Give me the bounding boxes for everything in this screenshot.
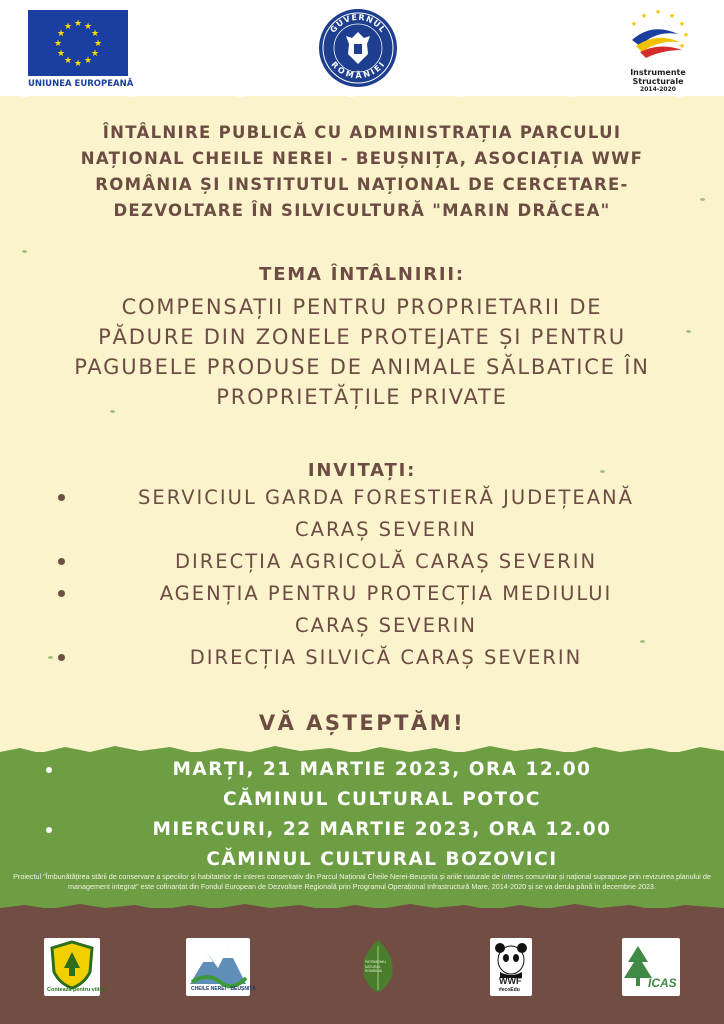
svg-text:★: ★ [90, 29, 100, 39]
svg-text:★: ★ [56, 49, 66, 59]
torn-paper-edge [0, 900, 724, 914]
panda-icon [490, 938, 532, 978]
title-line: ÎNTÂLNIRE PUBLICĂ CU ADMINISTRAȚIA PARCULUI [102, 123, 622, 142]
parc-caption: CHEILE NEREI - BEUȘNIȚA [191, 986, 257, 992]
guest-name-line: SERVICIUL GARDA FORESTIERĂ JUDEȚEANĂ [138, 486, 634, 509]
meeting-title [30, 120, 694, 224]
guest-name-line: CARAȘ SEVERIN [295, 518, 477, 541]
bullet-icon [46, 767, 52, 773]
svg-text:★: ★ [678, 42, 686, 50]
svg-text:★: ★ [678, 20, 686, 28]
list-item [0, 642, 724, 674]
guest-name-line: CARAȘ SEVERIN [295, 614, 477, 637]
topic-line: PĂDURE DIN ZONELE PROTEJATE ȘI PENTRU [98, 325, 626, 349]
garda-forestiera-logo [44, 938, 107, 996]
eu-logo [28, 10, 134, 92]
parc-cheile-nerei-logo [186, 938, 257, 996]
svg-text:★: ★ [83, 56, 93, 66]
svg-text:★: ★ [63, 22, 73, 32]
topic-line: PAGUBELE PRODUSE DE ANIMALE SĂLBATICE ÎN [74, 355, 650, 379]
title-line: DEZVOLTARE ÎN SILVICULTURĂ "MARIN DRĂCEA" [113, 201, 611, 220]
svg-text:★: ★ [682, 31, 690, 39]
icas-logo [622, 938, 680, 996]
wwf-tag: #ecoEdu [499, 987, 520, 993]
topic-heading: TEMA ÎNTÂLNIRII: [259, 264, 465, 285]
list-item [0, 578, 724, 642]
wwf-logo [490, 938, 532, 996]
list-item [0, 755, 724, 815]
structural-instruments-emblem-icon [612, 6, 704, 64]
bullet-icon [58, 494, 65, 501]
gov-ring-top-text: GUVERNUL [328, 12, 388, 35]
event-date: MARȚI, 21 MARTIE 2023, ORA 12.00 [172, 759, 592, 780]
patrimoniu-caption [365, 960, 386, 974]
structural-instruments-logo [612, 6, 704, 93]
svg-text:★: ★ [654, 8, 662, 16]
bullet-icon [58, 558, 65, 565]
eu-flag-icon [28, 10, 128, 76]
guest-name-line: DIRECȚIA SILVICĂ CARAȘ SEVERIN [189, 646, 583, 669]
svg-text:★: ★ [668, 12, 676, 20]
event-place: CĂMINUL CULTURAL BOZOVICI [206, 849, 558, 870]
garda-caption: Contează pentru viitor! [47, 987, 107, 993]
svg-text:★: ★ [63, 56, 73, 66]
bullet-icon [58, 654, 65, 661]
svg-text:★: ★ [640, 12, 648, 20]
event-date: MIERCURI, 22 MARTIE 2023, ORA 12.00 [152, 819, 612, 840]
project-disclaimer: Proiectul "Îmbunătățirea stării de conservare a speciilor și habitatelor de interes conservativ din Parcul Național Cheile Nerei-Beușnița și ariile naturale de interes comunitar și național suprapuse prin revizuirea planului de management integrat" este cofinanțat din Fondul European de Dezvoltare Regională prin Programul Operațional Infrastructură Mare, 2014-2020 și se va derula până în decembrie 2023. [13, 872, 711, 891]
list-item [0, 815, 724, 875]
svg-text:★: ★ [93, 39, 103, 49]
svg-text:★: ★ [90, 49, 100, 59]
event-list [0, 755, 724, 875]
patrimoniu-natural-logo [358, 938, 398, 994]
svg-text:★: ★ [73, 59, 83, 69]
welcome-heading: VĂ AȘTEPTĂM! [258, 711, 466, 735]
svg-text:★: ★ [630, 20, 638, 28]
structural-instruments-caption: Instrumente Structurale [630, 68, 686, 86]
bullet-icon [46, 827, 52, 833]
svg-text:★: ★ [53, 39, 63, 49]
svg-text:★: ★ [56, 29, 66, 39]
topic-line: COMPENSAȚII PENTRU PROPRIETARII DE [121, 295, 603, 319]
svg-text:★: ★ [73, 19, 83, 29]
eu-label: UNIUNEA EUROPEANĂ [28, 79, 134, 89]
wwf-label: WWF [499, 976, 522, 986]
patrimoniu-line: ROMSILVA [365, 969, 383, 973]
guest-list [0, 482, 724, 674]
guest-name-line: DIRECȚIA AGRICOLĂ CARAȘ SEVERIN [174, 550, 598, 573]
bullet-icon [58, 590, 65, 597]
decorative-speck [700, 198, 705, 201]
icas-label: ICAS [648, 976, 677, 990]
structural-instruments-years: 2014-2020 [640, 86, 676, 93]
list-item [0, 546, 724, 578]
title-line: NAȚIONAL CHEILE NEREI - BEUȘNIȚA, ASOCIAȚIA WWF [80, 149, 644, 168]
patrimoniu-line: NATURAL [365, 964, 381, 969]
guest-name-line: AGENȚIA PENTRU PROTECȚIA MEDIULUI [159, 582, 613, 605]
patrimoniu-line: PATRIMONIU [365, 960, 386, 964]
list-item [0, 482, 724, 546]
title-line: ROMÂNIA ȘI INSTITUTUL NAȚIONAL DE CERCETARE- [95, 175, 629, 194]
event-place: CĂMINUL CULTURAL POTOC [223, 789, 541, 810]
gov-ring-bottom-text: ROMÂNIEI [329, 59, 387, 81]
decorative-speck [22, 250, 27, 253]
svg-text:★: ★ [83, 22, 93, 32]
topic-text [30, 292, 694, 412]
guests-heading: INVITAȚI: [307, 460, 417, 481]
topic-line: PROPRIETĂȚILE PRIVATE [216, 385, 508, 409]
government-seal-logo [318, 8, 398, 88]
